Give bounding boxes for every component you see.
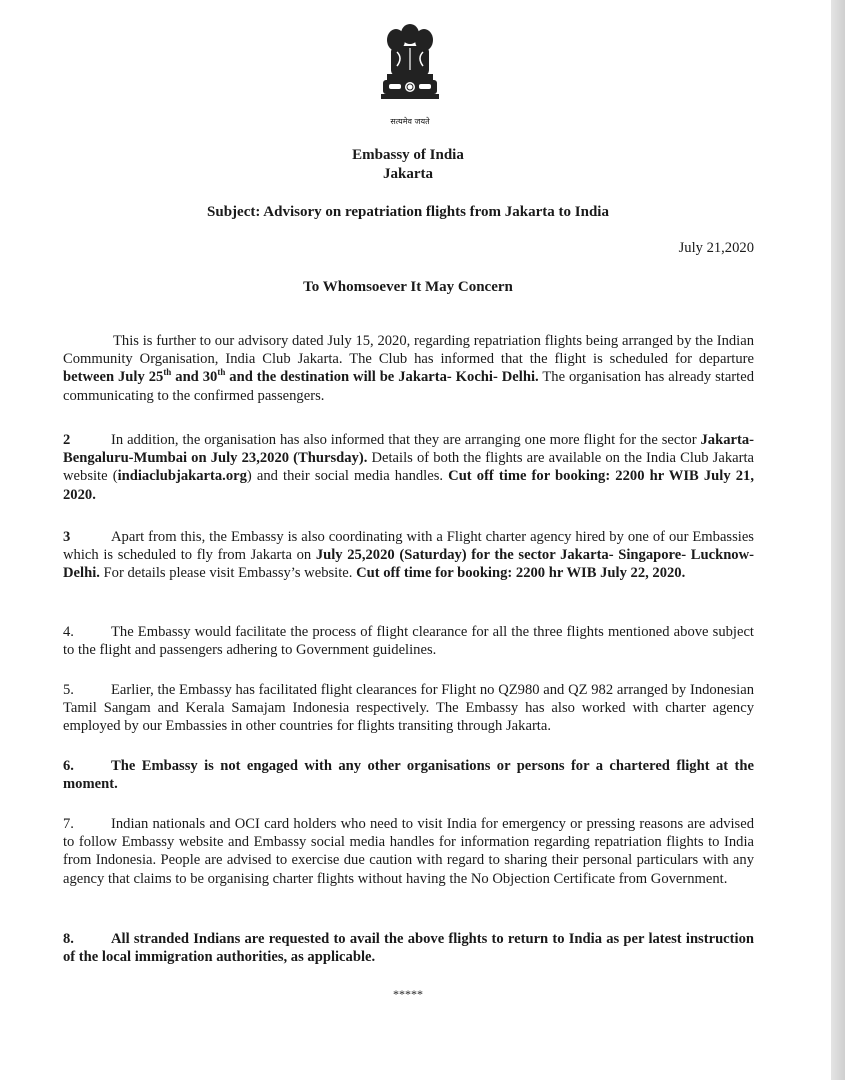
paragraph-number: 8. — [63, 931, 74, 947]
paragraph-number: 3 — [63, 529, 71, 545]
subject-line: Subject: Advisory on repatriation flights from Jakarta to India — [207, 204, 609, 220]
org-city: Jakarta — [383, 166, 433, 182]
end-mark: ***** — [393, 987, 423, 1001]
paragraph-8: 8. All stranded Indians are requested to avail the above flights to return to India as per latest instruction of the local immigration authorities, as applicable. — [63, 931, 754, 966]
paragraph-number: 6. — [63, 758, 74, 774]
salutation: To Whomsoever It May Concern — [303, 279, 513, 295]
emblem-motto: सत्यमेव जयते — [390, 117, 430, 126]
paragraph-7: 7. Indian nationals and OCI card holders who need to visit India for emergency or pressing reasons are advised to follow Embassy website and Embassy social media handles for information regarding repatriation flights to India from Indonesia. People are advised to exercise due caution with regard to sharing their personal particulars with any agency that claims to be organising charter flights without having the No Objection Certificate from Government. — [63, 816, 754, 887]
paragraph-number: 2 — [63, 432, 71, 448]
page-edge-shadow — [831, 0, 845, 1080]
paragraph-3: 3 Apart from this, the Embassy is also coordinating with a Flight charter agency hired by one of our Embassies which is scheduled to fly from Jakarta on July 25,2020 (Saturday) for the sector Jakarta- Singapore- Lucknow-Delhi. For details please visit Embassy’s website. Cut off time for booking: 2200 hr WIB July 22, 2020. — [63, 529, 754, 582]
paragraph-number: 5. — [63, 682, 74, 698]
paragraph-4: 4. The Embassy would facilitate the process of flight clearance for all the three flights mentioned above subject to the flight and passengers adhering to Government guidelines. — [63, 624, 754, 659]
lion-capital-icon — [377, 20, 443, 112]
paragraph-5: 5. Earlier, the Embassy has facilitated flight clearances for Flight no QZ980 and QZ 982 arranged by Indonesian Tamil Sangam and Kerala Samajam Indonesia respectively. The Embassy has also worked with charter agency employed by our Embassies in other countries for flights transiting through Jakarta. — [63, 682, 754, 735]
paragraph-1: This is further to our advisory dated July 15, 2020, regarding repatriation flights being arranged by the Indian Community Organisation, India Club Jakarta. The Club has informed that the flight is scheduled for departure between July 25th and 30th and the destination will be Jakarta- Kochi- Delhi. The organisation has already started communicating to the confirmed passengers. — [63, 333, 754, 404]
paragraph-2: 2 In addition, the organisation has also informed that they are arranging one more flight for the sector Jakarta- Bengaluru-Mumbai on July 23,2020 (Thursday). Details of both the flights are available on the India Club Jakarta website (indiaclubjakarta.org) and their social media handles. Cut off time for booking: 2200 hr WIB July 21, 2020. — [63, 432, 755, 503]
paragraph-6: 6. The Embassy is not engaged with any other organisations or persons for a chartered flight at the moment. — [63, 758, 754, 793]
paragraph-number: 7. — [63, 816, 74, 832]
paragraph-number: 4. — [63, 624, 74, 640]
national-emblem — [370, 20, 450, 132]
letter-date: July 21,2020 — [678, 240, 754, 256]
org-name: Embassy of India — [352, 147, 464, 163]
